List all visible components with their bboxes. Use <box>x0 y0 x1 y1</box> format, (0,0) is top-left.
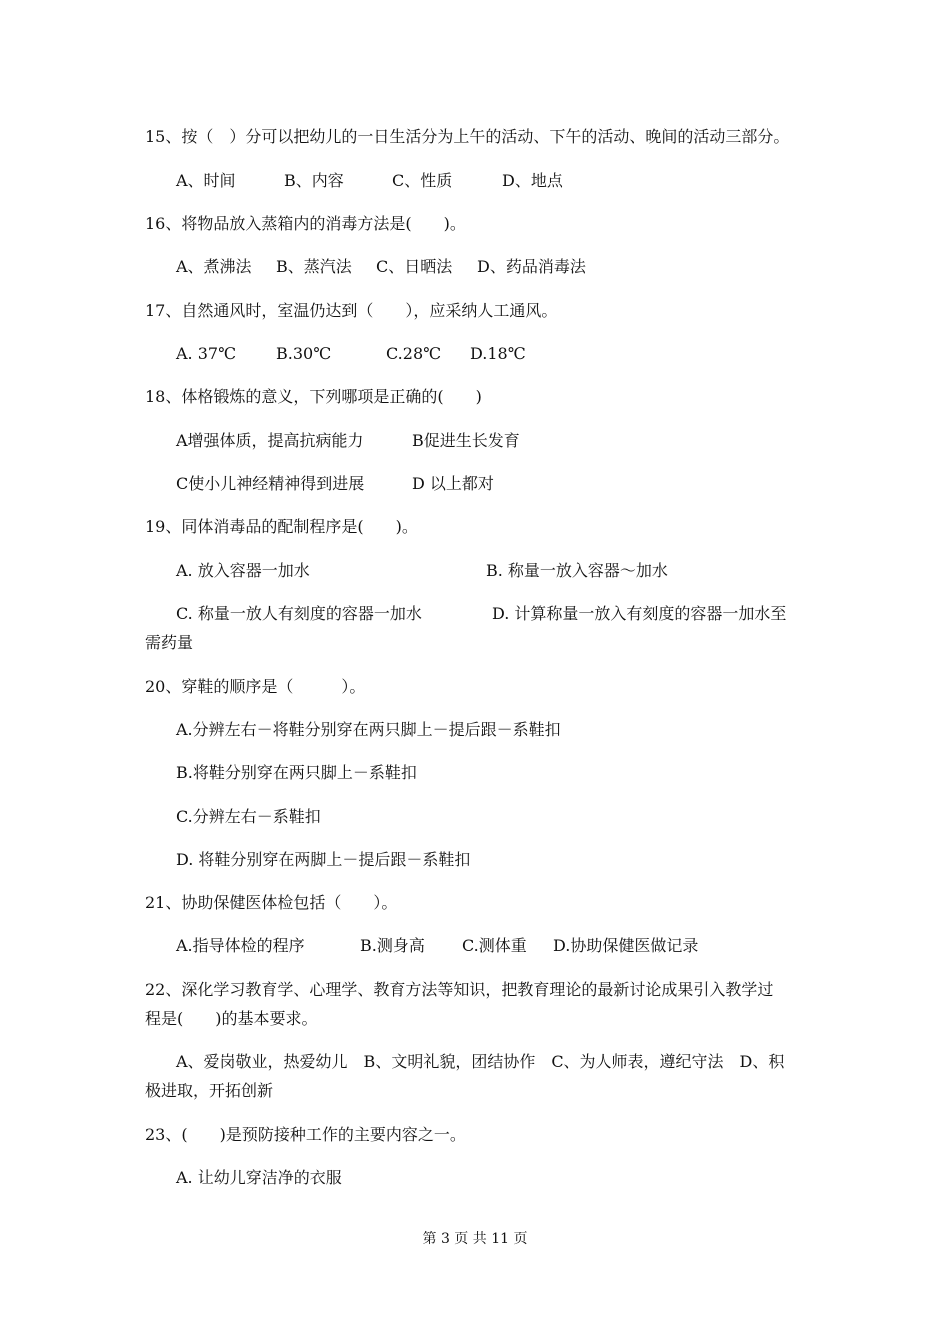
question-18-stem: 18、体格锻炼的意义，下列哪项是正确的( ) <box>145 387 482 406</box>
option-a: A、时间 <box>176 171 236 190</box>
question-20-stem: 20、穿鞋的顺序是（ ）。 <box>145 677 366 696</box>
option-a: A、煮沸法 <box>176 257 252 276</box>
question-21-options <box>176 935 846 957</box>
question-20-option-b: B.将鞋分别穿在两只脚上－系鞋扣 <box>176 763 417 782</box>
option-b: B、蒸汽法 <box>276 257 352 276</box>
question-20-option-a: A.分辨左右－将鞋分别穿在两只脚上－提后跟－系鞋扣 <box>176 720 561 739</box>
option-a: A.指导体检的程序 <box>176 936 305 955</box>
question-22-stem-line2: 程是( )的基本要求。 <box>145 1009 318 1028</box>
question-19-options-row2 <box>176 603 846 625</box>
question-23-option-a: A. 让幼儿穿洁净的衣服 <box>176 1168 342 1187</box>
question-22-options-line2: 极进取，开拓创新 <box>145 1081 274 1100</box>
option-d: D.协助保健医做记录 <box>553 936 699 955</box>
question-18-options-row1 <box>176 430 846 452</box>
question-17-options <box>176 343 846 365</box>
option-c: C.28℃ <box>386 344 442 363</box>
question-15-options <box>176 170 846 192</box>
option-b: B. 称量一放入容器～加水 <box>486 561 668 580</box>
option-a: A增强体质，提高抗病能力 <box>176 431 364 450</box>
page-number-footer: 第 3 页 共 11 页 <box>422 1231 528 1247</box>
option-d: D.18℃ <box>470 344 526 363</box>
option-d: D、药品消毒法 <box>477 257 586 276</box>
option-d: D 以上都对 <box>412 474 494 493</box>
option-b: B促进生长发育 <box>412 431 520 450</box>
option-c: C、日晒法 <box>376 257 453 276</box>
option-b: B.测身高 <box>360 936 425 955</box>
question-16-stem: 16、将物品放入蒸箱内的消毒方法是( )。 <box>145 214 466 233</box>
question-19-options-row1 <box>176 560 846 582</box>
option-d: D. 计算称量一放入有刻度的容器一加水至 <box>492 604 787 623</box>
question-21-stem: 21、协助保健医体检包括（ ）。 <box>145 893 398 912</box>
question-20-option-c: C.分辨左右－系鞋扣 <box>176 807 321 826</box>
option-c: C. 称量一放人有刻度的容器一加水 <box>176 604 422 623</box>
option-a: A. 放入容器一加水 <box>176 561 310 580</box>
option-b: B.30℃ <box>276 344 332 363</box>
option-c: C使小儿神经精神得到进展 <box>176 474 365 493</box>
question-19-continuation: 需药量 <box>145 633 194 652</box>
option-b: B、内容 <box>284 171 344 190</box>
option-a: A. 37℃ <box>176 344 236 363</box>
option-d: D、地点 <box>502 171 563 190</box>
question-19-stem: 19、同体消毒品的配制程序是( )。 <box>145 517 418 536</box>
question-20-option-d: D. 将鞋分别穿在两脚上－提后跟－系鞋扣 <box>176 850 471 869</box>
question-15-stem: 15、按（ ）分可以把幼儿的一日生活分为上午的活动、下午的活动、晚间的活动三部分。 <box>145 127 790 146</box>
question-17-stem: 17、自然通风时，室温仍达到（ ），应采纳人工通风。 <box>145 301 558 320</box>
option-c: C.测体重 <box>462 936 527 955</box>
question-22-options-line1: A、爱岗敬业，热爱幼儿 B、文明礼貌，团结协作 C、为人师表，遵纪守法 D、积 <box>176 1052 785 1071</box>
question-22-stem-line1: 22、深化学习教育学、心理学、教育方法等知识，把教育理论的最新讨论成果引入教学过 <box>145 980 774 999</box>
question-23-stem: 23、( )是预防接种工作的主要内容之一。 <box>145 1125 466 1144</box>
question-16-options <box>176 256 846 278</box>
option-c: C、性质 <box>392 171 453 190</box>
question-18-options-row2 <box>176 473 846 495</box>
